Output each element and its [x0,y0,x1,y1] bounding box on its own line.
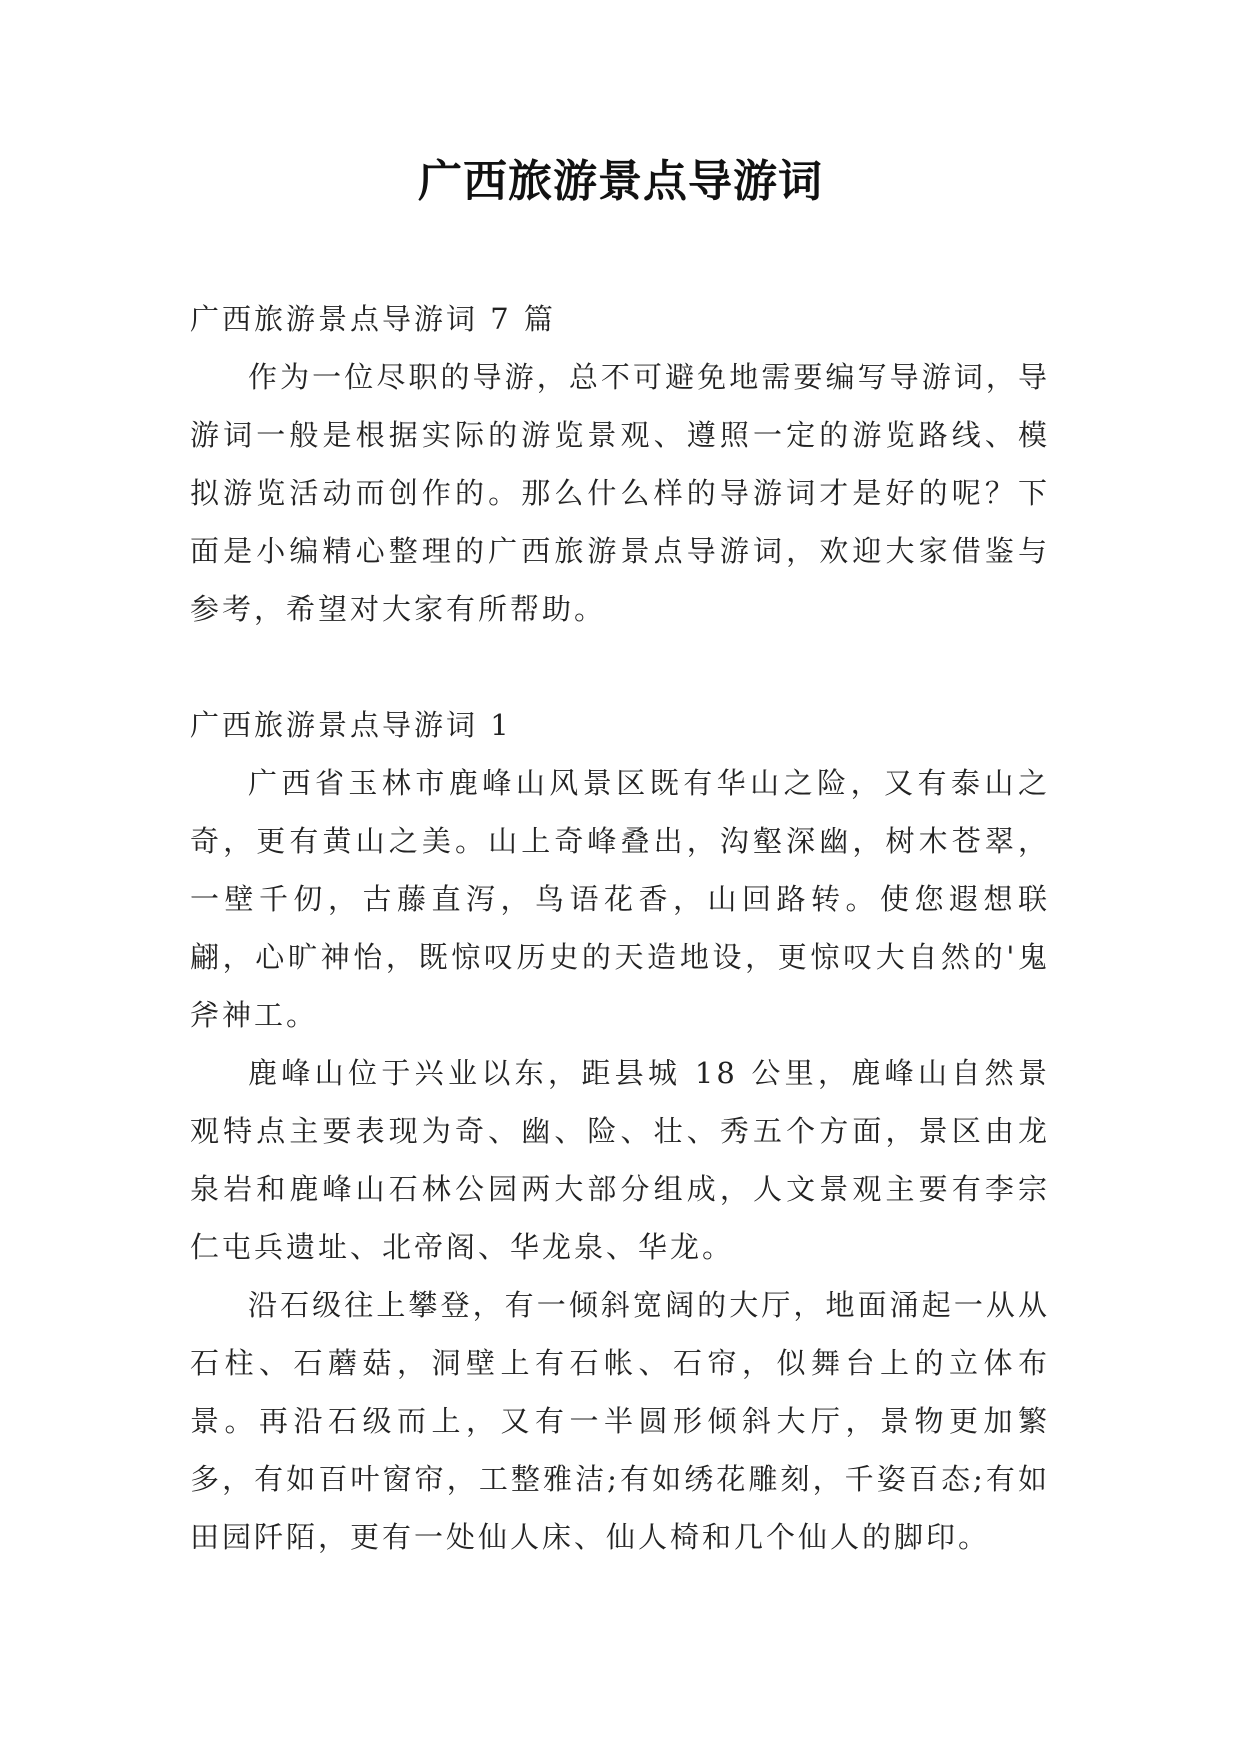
section-1-paragraph-2: 鹿峰山位于兴业以东，距县城 18 公里，鹿峰山自然景观特点主要表现为奇、幽、险、壮、秀五个方面，景区由龙泉岩和鹿峰山石林公园两大部分组成，人文景观主要有李宗仁屯兵遗址、北帝阁、华龙泉、华龙。 [190,1056,1050,1264]
section-1-paragraph-1: 广西省玉林市鹿峰山风景区既有华山之险，又有泰山之奇，更有黄山之美。山上奇峰叠出，沟壑深幽，树木苍翠，一壁千仞，古藤直泻，鸟语花香，山回路转。使您遐想联翩，心旷神怡，既惊叹历史的天造地设，更惊叹大自然的'鬼斧神工。 [190,766,1050,1032]
document-body [190,290,1050,1566]
intro-paragraph: 作为一位尽职的导游，总不可避免地需要编写导游词，导游词一般是根据实际的游览景观、遵照一定的游览路线、模拟游览活动而创作的。那么什么样的导游词才是好的呢？下面是小编精心整理的广西旅游景点导游词，欢迎大家借鉴与参考，希望对大家有所帮助。 [190,360,1050,626]
section-spacer [190,638,1050,696]
section-1-paragraph-3: 沿石级往上攀登，有一倾斜宽阔的大厅，地面涌起一从从石柱、石蘑菇，洞壁上有石帐、石帘，似舞台上的立体布景。再沿石级而上，又有一半圆形倾斜大厅，景物更加繁多，有如百叶窗帘，工整雅洁;有如绣花雕刻，千姿百态;有如田园阡陌，更有一处仙人床、仙人椅和几个仙人的脚印。 [190,1288,1050,1554]
document-title: 广西旅游景点导游词 [418,156,823,207]
section-1-heading: 广西旅游景点导游词 1 [190,708,512,742]
intro-heading: 广西旅游景点导游词 7 篇 [190,302,556,336]
